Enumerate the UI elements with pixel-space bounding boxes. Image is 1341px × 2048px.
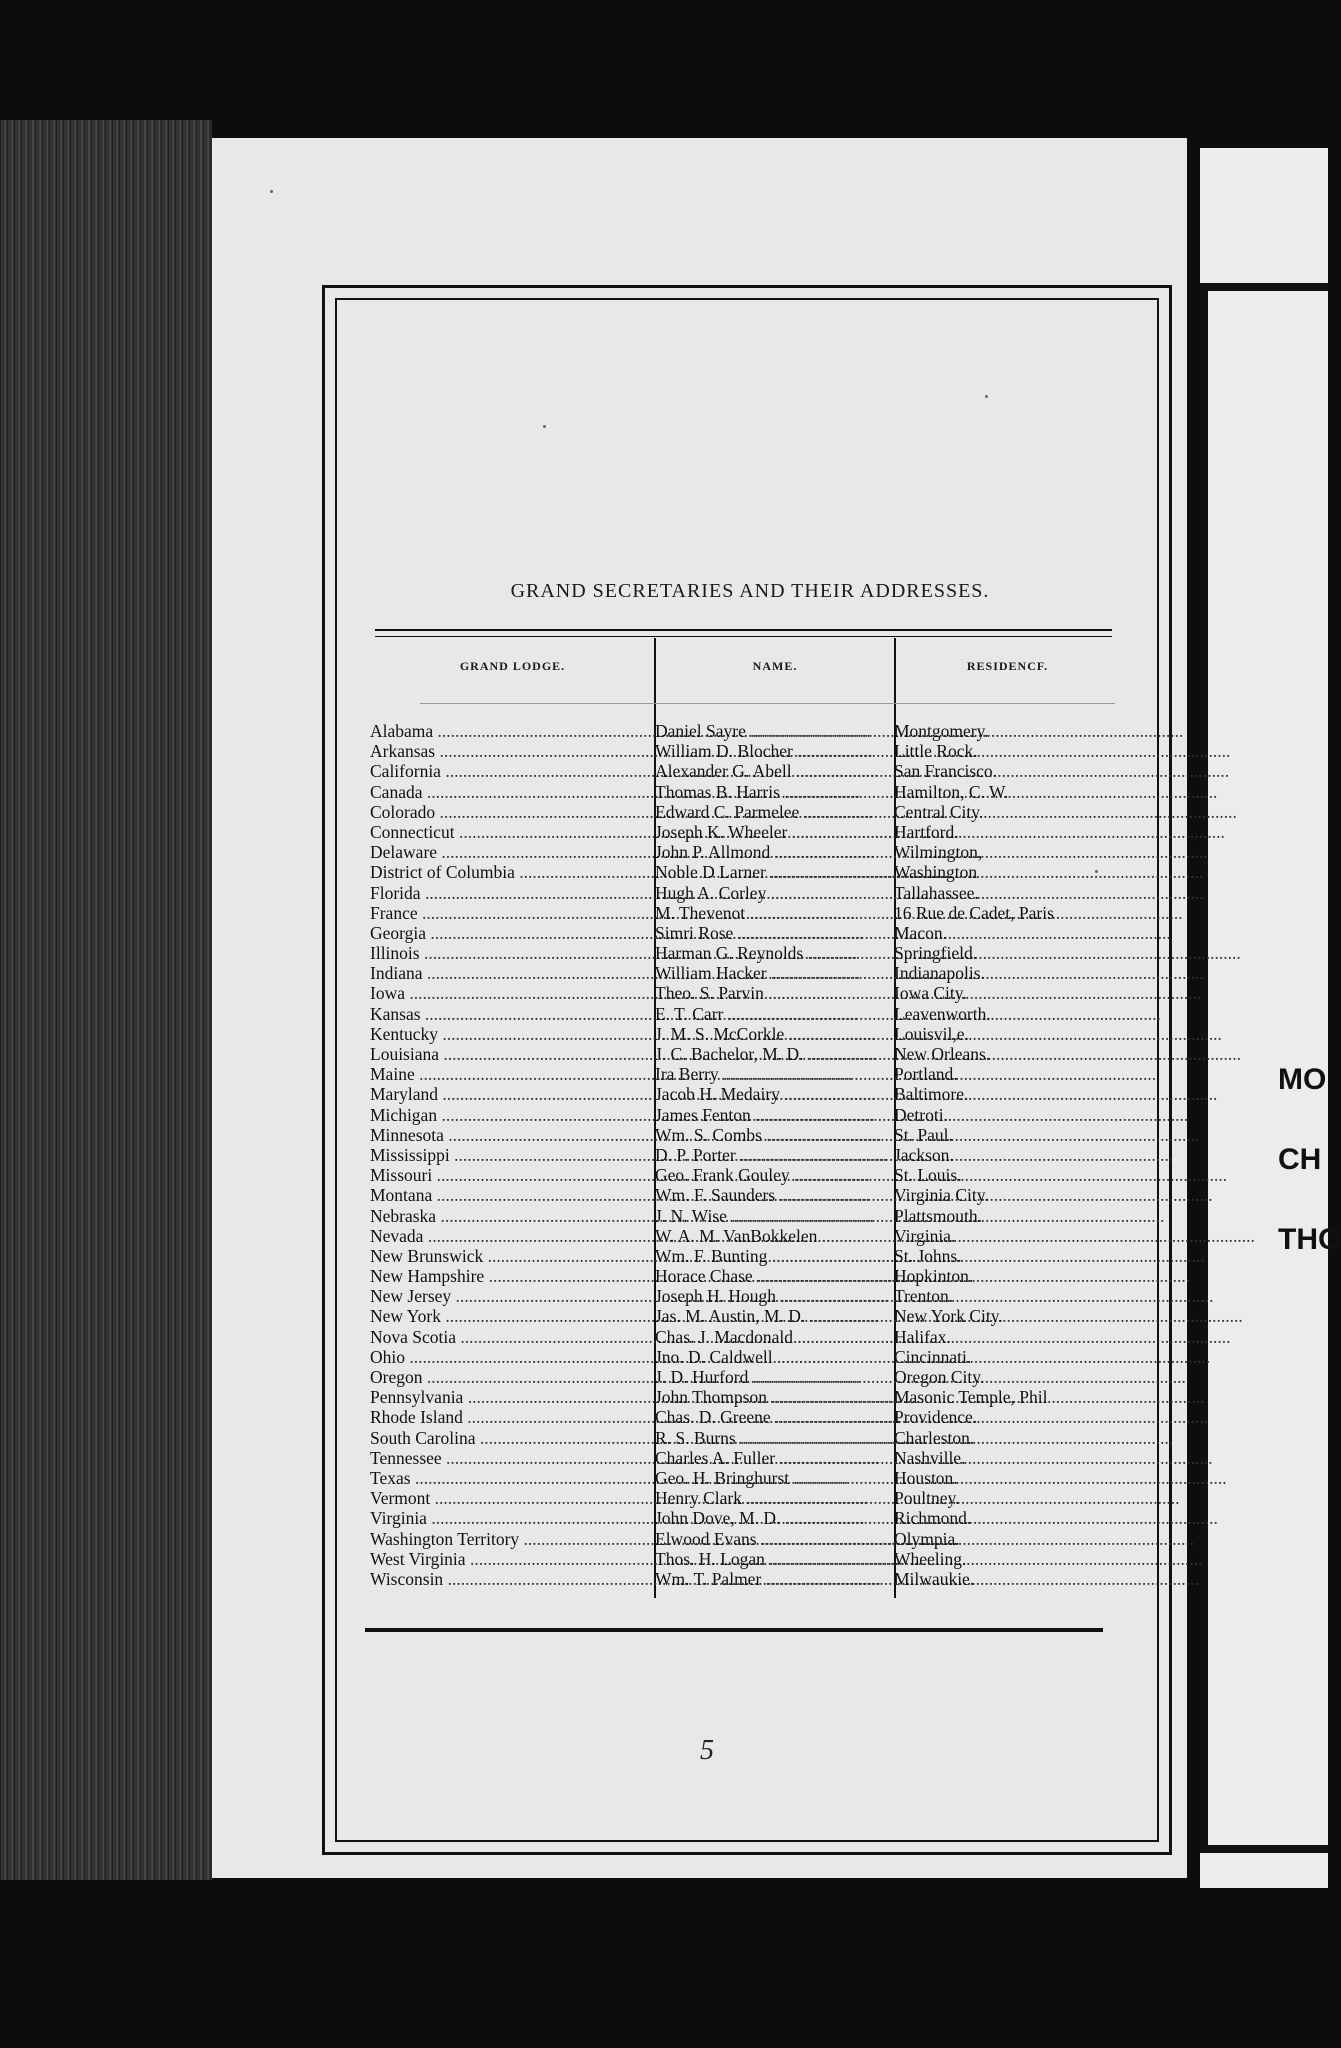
header-rule (420, 703, 1115, 704)
residence-cell: Hamilton, C. W. (894, 781, 1009, 802)
title-rule (375, 629, 1112, 631)
lodge-cell: Maine ..... (370, 1064, 652, 1084)
table-row (370, 1508, 1110, 1528)
table-row (370, 1246, 1110, 1266)
name-cell: Daniel Sayre ..... (655, 721, 890, 741)
paper-speck (1095, 870, 1098, 873)
name-cell: John Thompson ..... (655, 1387, 890, 1407)
name-cell: J. M. S. McCorkle ..... (655, 1024, 890, 1044)
residence-cell: Cincinnati. (894, 1346, 972, 1367)
table-row (370, 822, 1110, 842)
residence-cell: Wheeling. (894, 1548, 967, 1569)
table-row (370, 1165, 1110, 1185)
lodge-cell: Arkansas ..... (370, 741, 652, 761)
lodge-cell: Nova Scotia ..... (370, 1327, 652, 1347)
table-row (370, 1327, 1110, 1347)
table-row (370, 1569, 1110, 1589)
residence-cell: Plattsmouth. (894, 1205, 982, 1226)
lodge-cell: Virginia ..... (370, 1508, 652, 1528)
name-cell: Chas. D. Greene ..... (655, 1407, 890, 1427)
name-cell: Jas. M. Austin, M. D. ..... (655, 1306, 890, 1326)
residence-cell: Trenton. (894, 1286, 954, 1307)
table-row (370, 1226, 1110, 1246)
lodge-cell: Tennessee ..... (370, 1448, 652, 1468)
book-page-edges (0, 120, 212, 1880)
table-row (370, 1347, 1110, 1367)
table-row (370, 1286, 1110, 1306)
table-row (370, 1024, 1110, 1044)
lodge-cell: New Hampshire ..... (370, 1266, 652, 1286)
paper-speck (543, 425, 546, 428)
table-row (370, 1306, 1110, 1326)
residence-cell: Providence. (894, 1407, 978, 1428)
name-cell: Joseph H. Hough ..... (655, 1286, 890, 1306)
table-row (370, 1185, 1110, 1205)
table-row (370, 1105, 1110, 1125)
name-cell: John P. Allmond ..... (655, 842, 890, 862)
page-title: GRAND SECRETARIES AND THEIR ADDRESSES. (510, 580, 990, 602)
column-header-residence: RESIDENCF. (966, 659, 1049, 673)
residence-cell: Iowa City. (894, 983, 967, 1004)
residence-cell: Montgomery. (894, 721, 989, 741)
residence-cell: Macon. (894, 922, 947, 943)
lodge-cell: Montana ..... (370, 1185, 652, 1205)
residence-cell: Indianapolis. (894, 963, 985, 984)
name-cell: Wm. F. Bunting ..... (655, 1246, 890, 1266)
name-cell: John Dove, M. D. ..... (655, 1508, 890, 1528)
table-row (370, 1407, 1110, 1427)
facing-page-word: MO (1278, 1063, 1327, 1096)
residence-cell: Washington (894, 862, 978, 883)
lodge-cell: Illinois ..... (370, 943, 652, 963)
name-cell: Edward C. Parmelee ..... (655, 802, 890, 822)
name-cell: Thos. H. Logan ..... (655, 1549, 890, 1569)
lodge-cell: Wisconsin ..... (370, 1569, 652, 1589)
lodge-cell: Rhode Island ..... (370, 1407, 652, 1427)
lodge-cell: Maryland ..... (370, 1084, 652, 1104)
lodge-cell: Canada ..... (370, 782, 652, 802)
paper-speck (985, 395, 988, 398)
lodge-cell: West Virginia ..... (370, 1549, 652, 1569)
residence-cell: Wilmington, (894, 842, 983, 863)
lodge-cell: Ohio ..... (370, 1347, 652, 1367)
column-header-name: NAME. (752, 659, 798, 673)
residence-cell: St. Johns. (894, 1245, 962, 1266)
name-cell: J. N. Wise ..... (655, 1206, 890, 1226)
table-row (370, 721, 1110, 741)
name-cell: Alexander G. Abell ..... (655, 761, 890, 781)
name-cell: Charles A. Fuller ..... (655, 1448, 890, 1468)
table-row (370, 741, 1110, 761)
table-row (370, 1084, 1110, 1104)
name-cell: Hugh A. Corley ..... (655, 883, 890, 903)
residence-cell: Detroti. (894, 1104, 948, 1125)
name-cell: D. P. Porter ..... (655, 1145, 890, 1165)
lodge-cell: Pennsylvania ..... (370, 1387, 652, 1407)
residence-cell: Richmond. (894, 1508, 972, 1529)
lodge-cell: Washington Territory ..... (370, 1529, 652, 1549)
table-row (370, 1064, 1110, 1084)
residence-cell: Springfield. (894, 943, 978, 964)
table-row (370, 1428, 1110, 1448)
table-row (370, 761, 1110, 781)
lodge-cell: California ..... (370, 761, 652, 781)
residence-cell: San Francisco. (894, 761, 998, 782)
residence-cell: Tallahassee. (894, 882, 979, 903)
residence-cell: Olympia. (894, 1528, 960, 1549)
lodge-cell: Iowa ..... (370, 983, 652, 1003)
name-cell: E. T. Carr ..... (655, 1004, 890, 1024)
residence-cell: Masonic Temple, Phil (894, 1387, 1048, 1408)
table-row (370, 1488, 1110, 1508)
residence-cell: Leavenworth. (894, 1003, 991, 1024)
lodge-cell: Nevada ..... (370, 1226, 652, 1246)
lodge-cell: Mississippi ..... (370, 1145, 652, 1165)
table-row (370, 923, 1110, 943)
table-row (370, 1529, 1110, 1549)
secretaries-table (370, 721, 1110, 1589)
facing-page-word: CH (1278, 1143, 1322, 1176)
lodge-cell: Indiana ..... (370, 963, 652, 983)
lodge-cell: Georgia ..... (370, 923, 652, 943)
name-cell: Noble D Larner ..... (655, 862, 890, 882)
name-cell: Horace Chase ..... (655, 1266, 890, 1286)
residence-cell: Hopkinton. (894, 1266, 974, 1287)
table-row (370, 983, 1110, 1003)
lodge-cell: Missouri ..... (370, 1165, 652, 1185)
residence-cell: Baltimore. (894, 1084, 969, 1105)
name-cell: M. Thevenot ..... (655, 903, 890, 923)
residence-cell: Oregon City. (894, 1367, 985, 1387)
name-cell: Thomas B. Harris ..... (655, 782, 890, 802)
name-cell: Simri Rose ..... (655, 923, 890, 943)
table-row (370, 1468, 1110, 1488)
lodge-cell: Oregon ..... (370, 1367, 652, 1387)
name-cell: Theo. S. Parvin ..... (655, 983, 890, 1003)
lodge-cell: France ..... (370, 903, 652, 923)
name-cell: Ira Berry ..... (655, 1064, 890, 1084)
lodge-cell: Alabama ..... (370, 721, 652, 741)
table-row (370, 1206, 1110, 1226)
residence-cell: St. Paul. (894, 1124, 953, 1145)
residence-cell: Virginia. (894, 1225, 956, 1246)
residence-cell: Milwaukie. (894, 1568, 975, 1589)
lodge-cell: District of Columbia ..... (370, 862, 652, 882)
table-row (370, 1367, 1110, 1387)
lodge-cell: New York ..... (370, 1306, 652, 1326)
residence-cell: Central City. (894, 801, 984, 822)
name-cell: W. A. M. VanBokkelen ..... (655, 1226, 890, 1246)
residence-cell: Nashville. (894, 1447, 966, 1468)
lodge-cell: New Jersey ..... (370, 1286, 652, 1306)
name-cell: Henry Clark ..... (655, 1488, 890, 1508)
column-header-lodge: GRAND LODGE. (459, 659, 566, 673)
table-row (370, 903, 1110, 923)
name-cell: Wm. F. Saunders ..... (655, 1185, 890, 1205)
table-row (370, 802, 1110, 822)
title-rule (375, 636, 1112, 637)
table-row (370, 943, 1110, 963)
table-row (370, 842, 1110, 862)
name-cell: J. C. Bachelor, M. D. ..... (655, 1044, 890, 1064)
bottom-rule (365, 1628, 1103, 1632)
residence-cell: Jackson. (894, 1144, 954, 1165)
name-cell: Wm. S. Combs ..... (655, 1125, 890, 1145)
lodge-cell: Colorado ..... (370, 802, 652, 822)
name-cell: J. D. Hurford ..... (655, 1367, 890, 1387)
name-cell: Geo. H. Bringhurst ..... (655, 1468, 890, 1488)
residence-cell: New Orleans. (894, 1044, 991, 1064)
lodge-cell: Minnesota ..... (370, 1125, 652, 1145)
residence-cell: Houston. (894, 1467, 958, 1488)
name-cell: Chas. J. Macdonald ..... (655, 1327, 890, 1347)
residence-cell: New York City. (894, 1306, 1003, 1327)
residence-cell: Charleston. (894, 1427, 975, 1448)
name-cell: Harman G. Reynolds ..... (655, 943, 890, 963)
residence-cell: Hartford. (894, 821, 959, 842)
lodge-cell: Vermont ..... (370, 1488, 652, 1508)
residence-cell: Portland. (894, 1064, 958, 1085)
lodge-cell: Louisiana ..... (370, 1044, 652, 1064)
name-cell: R. S. Burns ..... (655, 1428, 890, 1448)
lodge-cell: South Carolina ..... (370, 1428, 652, 1448)
name-cell: William Hacker ..... (655, 963, 890, 983)
table-row (370, 1266, 1110, 1286)
residence-cell: Virginia City. (894, 1185, 989, 1206)
table-row (370, 1125, 1110, 1145)
table-row (370, 883, 1110, 903)
residence-cell: Halifax. (894, 1326, 951, 1347)
name-cell: Elwood Evans ..... (655, 1529, 890, 1549)
lodge-cell: Kansas ..... (370, 1004, 652, 1024)
lodge-cell: Michigan ..... (370, 1105, 652, 1125)
lodge-cell: Texas ..... (370, 1468, 652, 1488)
table-row (370, 1448, 1110, 1468)
name-cell: Joseph K. Wheeler ..... (655, 822, 890, 842)
residence-cell: 16 Rue de Cadet, Paris (894, 902, 1054, 923)
table-row (370, 782, 1110, 802)
table-row (370, 1044, 1110, 1064)
lodge-cell: Florida ..... (370, 883, 652, 903)
residence-cell: Poultney. (894, 1488, 960, 1509)
lodge-cell: Nebraska ..... (370, 1206, 652, 1226)
residence-cell: Louisvil,e. (894, 1023, 969, 1044)
lodge-cell: Delaware ..... (370, 842, 652, 862)
lodge-cell: New Brunswick ..... (370, 1246, 652, 1266)
residence-cell: Little Rock. (894, 741, 978, 762)
table-row (370, 963, 1110, 983)
paper-speck (270, 190, 273, 193)
facing-page-word: THO (1278, 1223, 1341, 1256)
residence-cell: St. Louis. (894, 1165, 962, 1186)
lodge-cell: Kentucky ..... (370, 1024, 652, 1044)
page-mark: 5 (700, 1735, 714, 1766)
lodge-cell: Connecticut ..... (370, 822, 652, 842)
name-cell: Geo. Frank Gouley ..... (655, 1165, 890, 1185)
name-cell: James Fenton ..... (655, 1105, 890, 1125)
name-cell: Jacob H. Medairy ..... (655, 1084, 890, 1104)
name-cell: Wm. T. Palmer ..... (655, 1569, 890, 1589)
table-row (370, 862, 1110, 882)
table-row (370, 1145, 1110, 1165)
table-row (370, 1387, 1110, 1407)
table-row (370, 1004, 1110, 1024)
name-cell: William D. Blocher ..... (655, 741, 890, 761)
name-cell: Jno. D. Caldwell ..... (655, 1347, 890, 1367)
table-row (370, 1549, 1110, 1569)
